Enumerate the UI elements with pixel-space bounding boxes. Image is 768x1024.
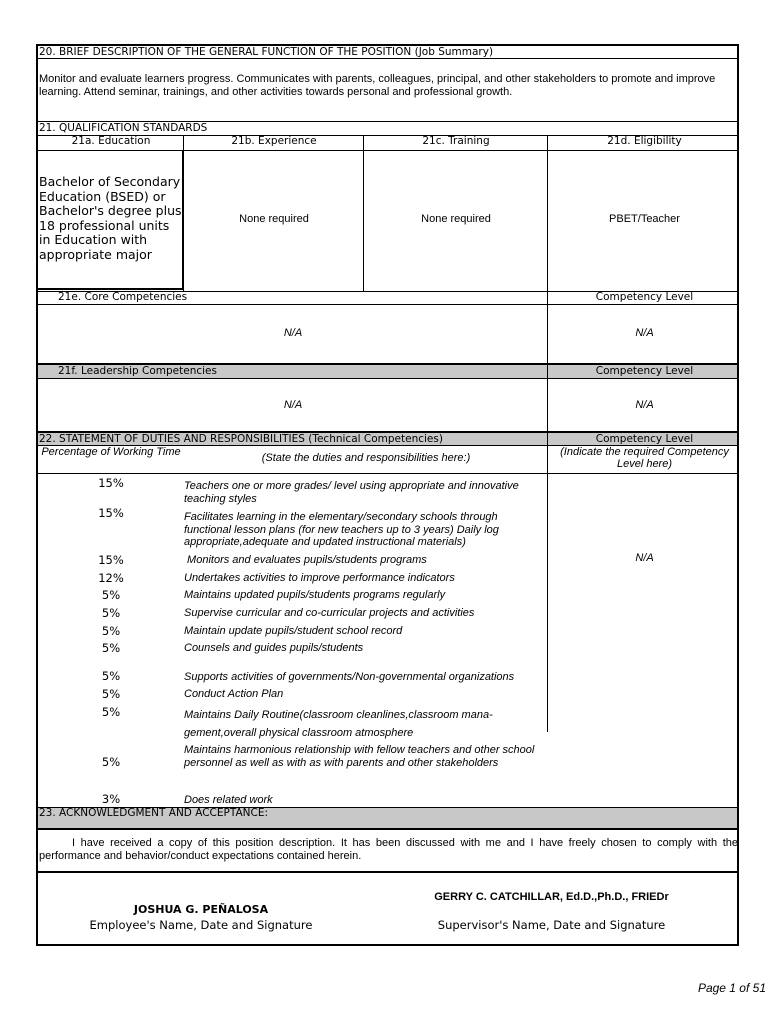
duty-2-text: Facilitates learning in the elementary/secondary schools through functional lesson plans (for new teachers up to 3 years) Daily log appropriate,adequate and updated instructional materials) [184, 511, 499, 548]
core-competency-level-value: N/A [635, 327, 654, 339]
supervisor-name: GERRY C. CATCHILLAR, Ed.D.,Ph.D., FRIEDr [434, 891, 669, 903]
supervisor-signature-label: Supervisor's Name, Date and Signature [437, 918, 666, 932]
leadership-competency-level-value: N/A [635, 399, 654, 411]
duty-5-text: Maintains updated pupils/students programs regularly [184, 589, 446, 601]
duty-5-percentage: 5% [101, 588, 121, 602]
acknowledgment-text: I have received a copy of this position description. It has been discussed with me and I have freely chosen to comply with the performance and behavior/conduct expectations contained herein. [39, 837, 738, 862]
duty-12-percentage: 5% [101, 755, 121, 769]
section-23-title: 23. ACKNOWLEDGMENT AND ACCEPTANCE: [39, 807, 268, 819]
core-competencies-label: 21e. Core Competencies [58, 291, 188, 303]
core-competency-level-label: Competency Level [595, 291, 694, 303]
duty-8-percentage: 5% [101, 641, 121, 655]
duty-3-text: Monitors and evaluates pupils/students programs [184, 554, 427, 566]
employee-signature-label: Employee's Name, Date and Signature [89, 918, 313, 932]
col-percentage-header: Percentage of Working Time [41, 446, 181, 458]
job-summary-text: Monitor and evaluate learners progress. Communicates with parents, colleagues, principal, and other stakeholders to promote and improve learning. Attend seminar, trainings, and other activities towards personal and professional growth. [39, 73, 716, 98]
duty-13-percentage: 3% [101, 792, 121, 806]
col-training-header: 21c. Training [422, 135, 490, 147]
duty-2-percentage: 15% [98, 506, 124, 520]
duty-4-percentage: 12% [98, 571, 124, 585]
duty-8-text: Counsels and guides pupils/students [184, 642, 364, 654]
duty-11-percentage: 5% [101, 705, 121, 719]
experience-requirement: None required [239, 213, 309, 225]
section-22-title: 22. STATEMENT OF DUTIES AND RESPONSIBILITIES (Technical Competencies) [39, 433, 443, 445]
training-requirement: None required [421, 213, 491, 225]
page-number: Page 1 of 51 [697, 981, 766, 995]
section-20-title: 20. BRIEF DESCRIPTION OF THE GENERAL FUNCTION OF THE POSITION (Job Summary) [39, 46, 494, 58]
duty-13-text: Does related work [184, 794, 273, 806]
duty-9-text: Supports activities of governments/Non-governmental organizations [184, 671, 515, 683]
eligibility-requirement: PBET/Teacher [609, 213, 680, 225]
position-description-form [36, 44, 739, 946]
duties-competency-level-value: N/A [635, 552, 654, 564]
col-experience-header: 21b. Experience [231, 135, 317, 147]
duty-9-percentage: 5% [101, 669, 121, 683]
core-competencies-value: N/A [283, 327, 303, 339]
duty-6-percentage: 5% [101, 606, 121, 620]
duty-6-text: Supervise curricular and co-curricular projects and activities [184, 607, 475, 619]
duty-1-text: Teachers one or more grades/ level using appropriate and innovative teaching styles [184, 480, 519, 505]
leadership-competencies-value: N/A [283, 399, 303, 411]
duties-competency-level-label: Competency Level [595, 433, 694, 445]
duty-3-percentage: 15% [98, 553, 124, 567]
col-level-header: (Indicate the required Competency Level here) [560, 446, 729, 470]
duty-7-percentage: 5% [101, 624, 121, 638]
col-eligibility-header: 21d. Eligibility [607, 135, 682, 147]
employee-name: JOSHUA G. PEÑALOSA [133, 903, 269, 916]
duty-11-text: Maintains Daily Routine(classroom cleanlines,classroom mana-gement,overall physical classroom atmosphere [184, 709, 493, 739]
duty-1-percentage: 15% [98, 476, 124, 490]
col-duties-header: (State the duties and responsibilities here:) [261, 452, 471, 464]
col-education-header: 21a. Education [71, 135, 151, 147]
leadership-competencies-label: 21f. Leadership Competencies [58, 365, 217, 377]
duty-12-text: Maintains harmonious relationship with fellow teachers and other school personnel as well as with as with parents and other stakeholders [184, 744, 535, 769]
section-21-title: 21. QUALIFICATION STANDARDS [39, 122, 208, 134]
education-requirement: Bachelor of Secondary Education (BSED) or Bachelor's degree plus 18 professional units in Education with appropriate major [39, 174, 182, 262]
duty-7-text: Maintain update pupils/student school record [184, 625, 403, 637]
leadership-competency-level-label: Competency Level [595, 365, 694, 377]
duty-4-text: Undertakes activities to improve performance indicators [184, 572, 455, 584]
duty-10-text: Conduct Action Plan [184, 688, 284, 700]
duty-10-percentage: 5% [101, 687, 121, 701]
